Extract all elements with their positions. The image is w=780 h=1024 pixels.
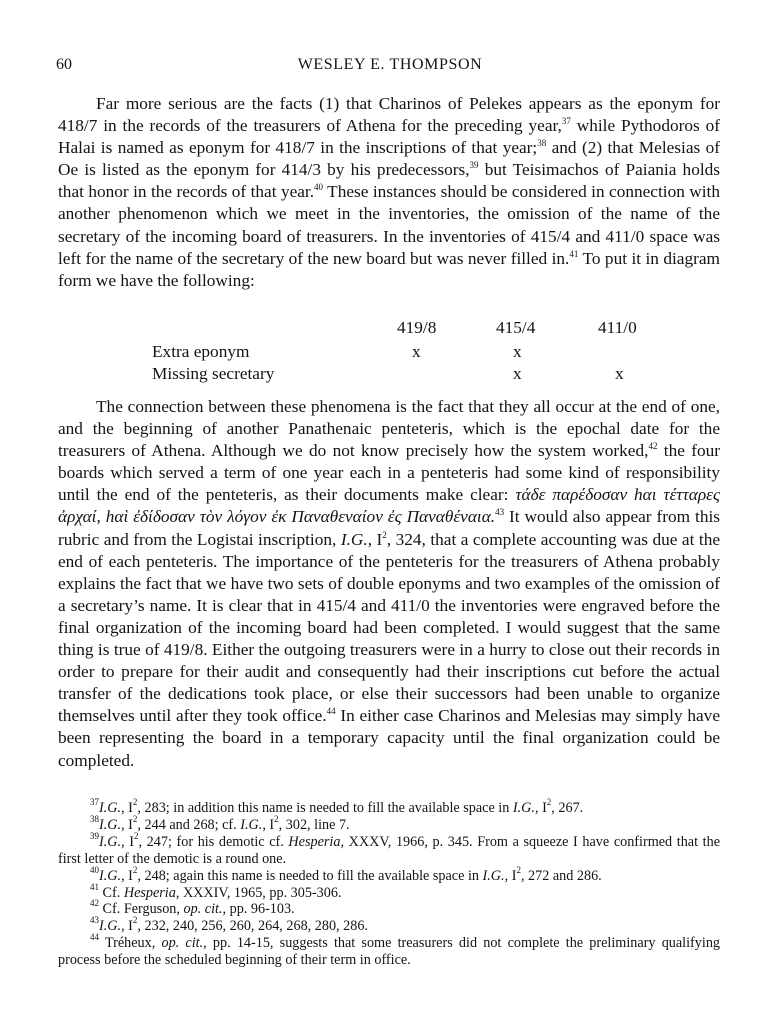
footnote-ref-38: 38: [537, 138, 547, 149]
footnote-39: [58, 830, 720, 868]
page-number: 60: [56, 56, 72, 73]
footnote-number: 42: [90, 898, 99, 909]
text: , I: [504, 867, 517, 884]
citation: I.G.: [512, 800, 535, 816]
text: The connection between these phenomena is the fact that they all occur at the end of one, and the beginning of another Panathenaic penteteris, which is the epochal date for the treasurers of Athena. Although we do not know precisely how the system worked,: [58, 397, 720, 461]
superscript: 2: [132, 915, 138, 926]
text: , 272 and 286.: [520, 867, 602, 884]
text: , I: [121, 816, 133, 833]
citation: I.G.: [482, 867, 505, 884]
text: To put it in diagram form we have the following:: [58, 248, 720, 290]
footnote-ref-42: 42: [648, 441, 658, 452]
footnote-41: [58, 881, 720, 902]
diagram-column-header: 411/0: [598, 318, 637, 337]
running-head: WESLEY E. THOMPSON: [297, 56, 483, 73]
text: , I: [534, 800, 547, 816]
citation: op. cit.: [161, 935, 204, 952]
footnote-number: 41: [90, 881, 99, 892]
text: , 247; for his demotic cf.: [138, 833, 289, 850]
text: , 283; in addition this name is needed to fill the available space in: [137, 800, 513, 816]
citation: op. cit.: [183, 901, 223, 918]
superscript: 2: [382, 529, 387, 540]
text: , I: [121, 833, 134, 850]
text: These instances should be considered in connection with another phenomenon which we meet in the inventories, the omission of the name of the secretary of the incoming board of treasurers. In the inventories of 415/4 and 411/0 space was left for the name of the secretary of the new board but was never filled in.: [58, 182, 720, 268]
text: but Teisimachos of Paiania holds that honor in the records of that year.: [58, 160, 720, 202]
citation: I.G.: [99, 867, 122, 884]
superscript: 2: [132, 864, 138, 875]
superscript: 2: [546, 797, 552, 807]
text: , I: [121, 867, 133, 884]
text: , I: [367, 529, 383, 549]
diagram-row-label: Extra eponym: [152, 342, 250, 361]
diagram-mark: x: [513, 364, 522, 383]
text: , I: [262, 816, 275, 833]
footnote-42: [58, 898, 720, 918]
superscript: 2: [132, 813, 138, 824]
footnote-38: [58, 813, 720, 834]
text: In either case Charinos and Melesias may simply have been representing the board in a temporary capacity until the final organization could be completed.: [58, 706, 720, 770]
footnote-43: [58, 915, 720, 935]
superscript: 2: [132, 797, 138, 807]
footnote-number: 37: [90, 797, 99, 807]
footnote-number: 39: [90, 830, 99, 841]
footnote-number: 40: [90, 864, 99, 875]
text: , XXXIV, 1965, pp. 305-306.: [175, 884, 342, 901]
text: and (2) that Melesias of Oe is listed as the eponym for 414/3 by his predecessors,: [58, 138, 720, 180]
journal-title: Hesperia: [288, 833, 341, 850]
text: , I: [121, 800, 133, 816]
page-header: [0, 52, 780, 78]
citation: I.G.: [99, 918, 122, 935]
text: while Pythodoros of Halai is named as eponym for 418/7 in the inscriptions of that year;: [58, 116, 720, 158]
text: , I: [121, 918, 133, 935]
footnote-ref-43: 43: [495, 507, 505, 518]
footnote-40: [58, 864, 720, 885]
superscript: 2: [516, 864, 521, 875]
footnote-ref-40: 40: [314, 182, 324, 193]
text: It would also appear from this rubric and from the Logistai inscription,: [58, 507, 720, 549]
diagram-mark: x: [615, 364, 624, 383]
footnote-37: [58, 797, 720, 817]
text: Far more serious are the facts (1) that Charinos of Pelekes appears as the eponym for 418/7 in the records of the treasurers of Athena for the preceding year,: [58, 94, 720, 136]
footnote-ref-44: 44: [326, 706, 336, 717]
greek-quotation: τάδε παρέδοσαν hαι τέτταρες ἀρχαί, hαὶ ἐδίδοσαν τὸν λόγον ἐκ Παναθεναίον ἐς Παναθέναια.: [58, 485, 720, 527]
superscript: 2: [274, 813, 279, 824]
diagram-mark: x: [412, 342, 421, 361]
text: Cf.: [99, 884, 124, 901]
journal-title: Hesperia: [123, 884, 176, 901]
text: Tréheux,: [99, 935, 162, 952]
diagram-column-header: 419/8: [397, 318, 437, 337]
citation: I.G.: [99, 833, 122, 850]
footnote-ref-41: 41: [569, 248, 579, 259]
diagram-mark: x: [513, 342, 522, 361]
text: the four boards which served a term of one year each in a penteteris had some kind of responsibility until the end of the penteteris, as their documents make clear:: [58, 441, 720, 505]
citation: I.G.: [99, 816, 122, 833]
footnote-ref-37: 37: [561, 116, 571, 127]
text: Cf. Ferguson,: [99, 901, 184, 918]
citation-ig: I.G.: [340, 529, 368, 549]
paragraph-2: [58, 396, 720, 772]
text: , 267.: [551, 800, 584, 816]
footnote-number: 44: [90, 932, 99, 943]
footnote-number: 43: [90, 915, 99, 926]
footnote-44: [58, 932, 721, 969]
text: , pp. 96-103.: [222, 901, 295, 918]
text: , 232, 240, 256, 260, 264, 268, 280, 286.: [137, 918, 368, 935]
superscript: 2: [133, 830, 139, 841]
citation: I.G.: [240, 816, 263, 833]
diagram-row-label: Missing secretary: [152, 364, 275, 383]
citation: I.G.: [99, 800, 122, 816]
text: , 302, line 7.: [278, 816, 350, 833]
text: , pp. 14-15, suggests that some treasurers did not complete the preliminary qualifying process before the scheduled beginning of their term in office.: [58, 935, 721, 969]
footnote-ref-39: 39: [469, 160, 479, 171]
text: , 248; again this name is needed to fill the available space in: [137, 867, 483, 884]
text: , 324, that a complete accounting was due at the end of each penteteris. The importance of the penteteris for the treasurers of Athena probably explains the fact that we have two sets of double eponyms and two examples of the omission of a secretary’s name. It is clear that in 415/4 and 411/0 the inventories were engraved before the final organization of the incoming board had been completed. I would suggest that the same thing is true of 419/8. Either the outgoing treasurers were in a hurry to close out their records in order to prepare for their audit and consequently had their inscriptions cut before the actual transfer of the dedications took place, or else their successors had been unable to organize themselves until after they took office.: [58, 529, 720, 726]
footnotes: [58, 797, 721, 969]
paragraph-1: [58, 93, 720, 292]
text: , XXXV, 1966, p. 345. From a squeeze I have confirmed that the first letter of the demotic is a round one.: [58, 833, 720, 867]
text: , 244 and 268; cf.: [137, 816, 241, 833]
diagram-column-header: 415/4: [496, 318, 536, 337]
eponym-diagram: [0, 318, 780, 388]
footnote-number: 38: [90, 813, 99, 824]
